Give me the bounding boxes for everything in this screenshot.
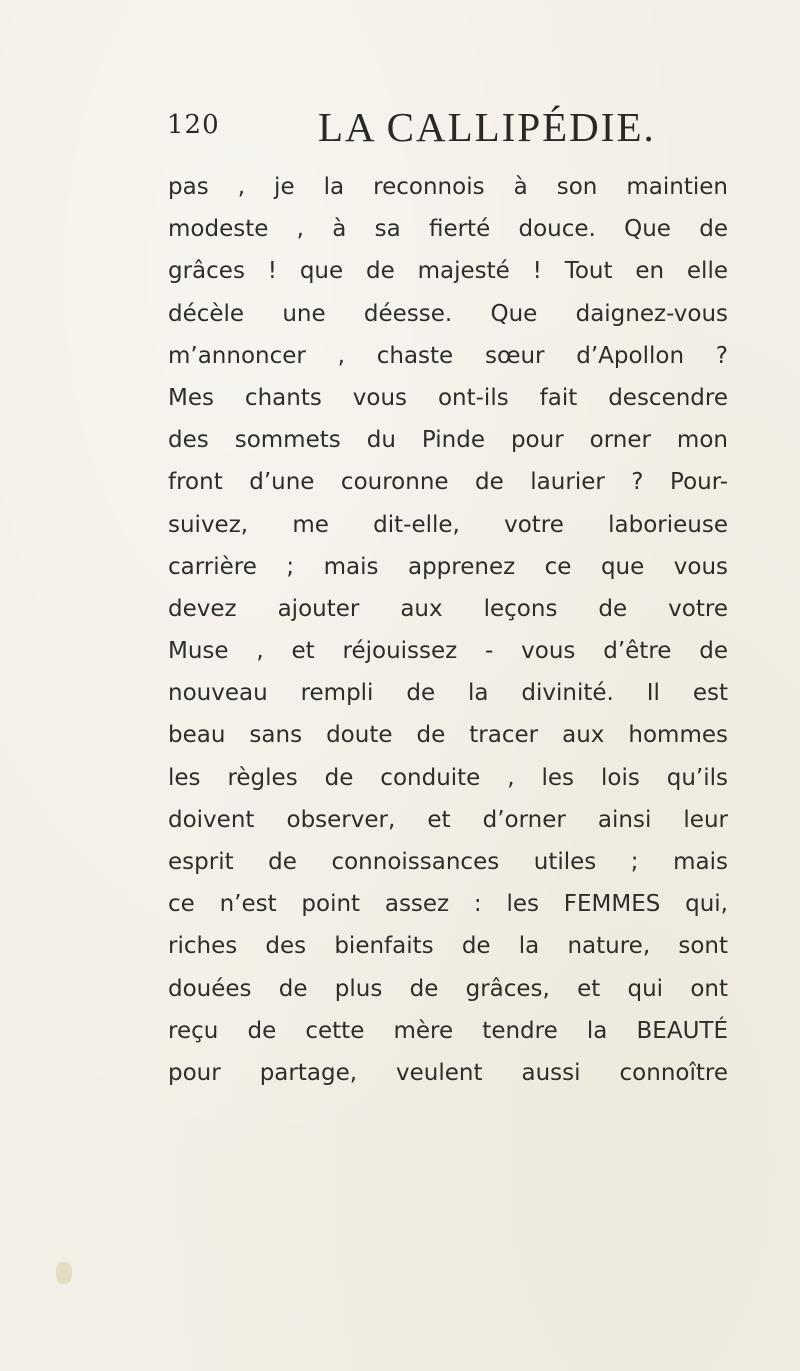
text-line: m’annoncer , chaste sœur d’Apollon ? [168,342,728,369]
paper-stain [56,1262,72,1284]
text-line: décèle une déesse. Que daignez-vous [168,300,728,327]
text-line: suivez, me dit-elle, votre laborieuse [168,511,728,538]
text-line: les règles de conduite , les lois qu’ils [168,764,728,791]
text-line: reçu de cette mère tendre la BEAUTÉ [168,1017,728,1044]
text-line: Mes chants vous ont-ils fait descendre [168,384,728,411]
text-line: pas , je la reconnois à son maintien [168,174,728,200]
page-header [0,100,800,164]
text-line: doivent observer, et d’orner ainsi leur [168,806,728,833]
text-line: grâces ! que de majesté ! Tout en elle [168,258,728,285]
text-line: pour partage, veulent aussi connoître [168,1059,728,1086]
text-line: des sommets du Pinde pour orner mon [168,427,728,454]
text-line: Muse , et réjouissez - vous d’être de [168,638,728,665]
body-text [168,166,728,1094]
text-line: front d’une couronne de laurier ? Pour- [168,469,728,496]
text-line: nouveau rempli de la divinité. Il est [168,680,728,707]
text-line: riches des bienfaits de la nature, sont [168,933,728,960]
text-line: carrière ; mais apprenez ce que vous [168,553,728,580]
running-title: LA CALLIPÉDIE. [318,104,656,150]
text-line: devez ajouter aux leçons de votre [168,595,728,622]
text-line: ce n’est point assez : les FEMMES qui, [168,891,728,918]
text-line: modeste , à sa fierté douce. Que de [168,216,728,243]
text-line: beau sans doute de tracer aux hommes [168,722,728,749]
text-line: douées de plus de grâces, et qui ont [168,975,728,1002]
page-number: 120 [167,110,220,140]
text-line: esprit de connoissances utiles ; mais [168,849,728,875]
